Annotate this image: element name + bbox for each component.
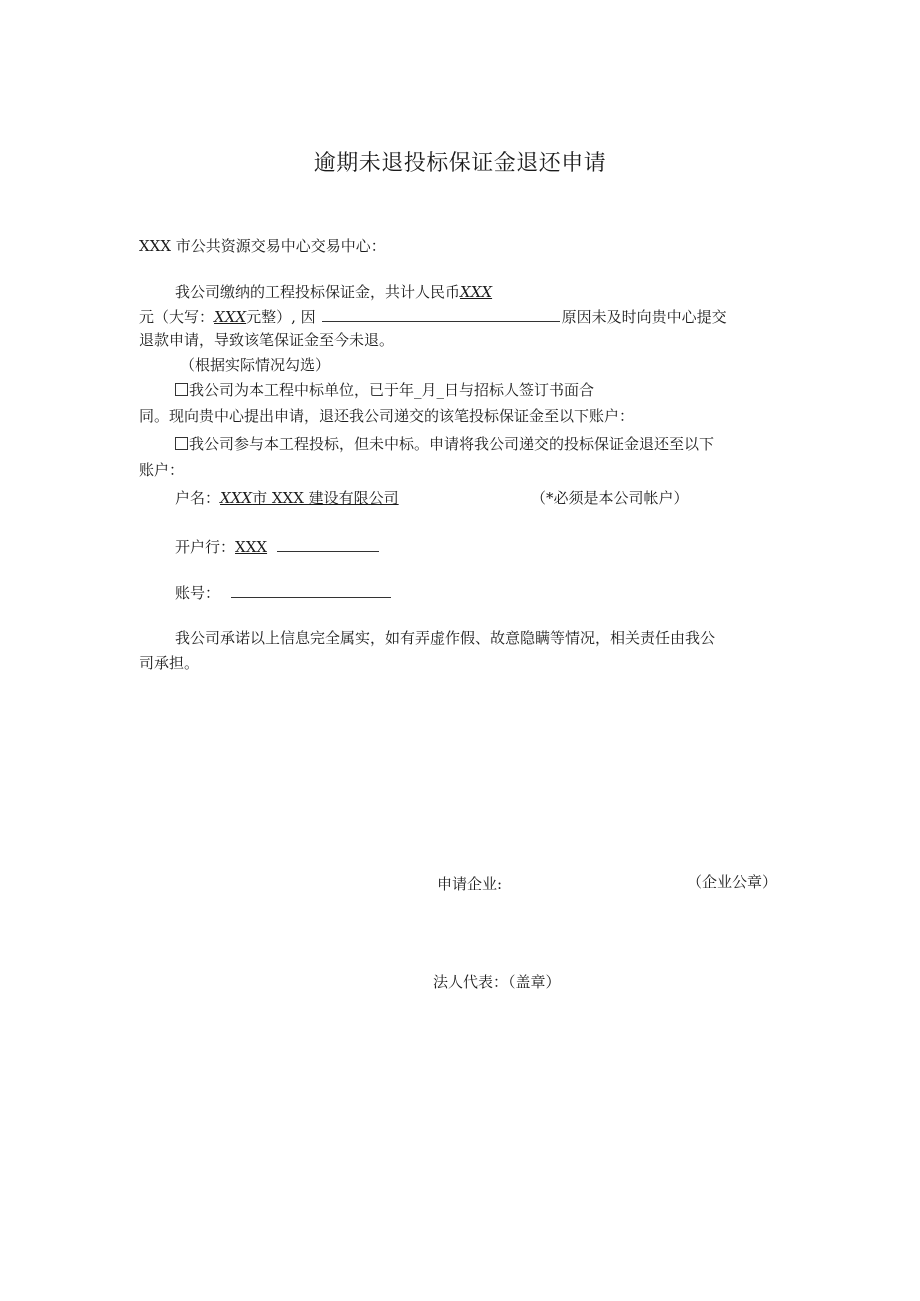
para1-line2 — [139, 306, 727, 327]
account-no-blank[interactable] — [231, 582, 391, 598]
addressee: XXX 市公共资源交易中心交易中心： — [139, 237, 386, 255]
deposit-amount: XXX — [460, 283, 493, 301]
option2-line2: 账户： — [139, 461, 185, 479]
legal-representative: 法人代表：（盖章） — [433, 973, 561, 991]
account-no-row — [175, 582, 391, 603]
document-title: 逾期未退投标保证金退还申请 — [313, 151, 607, 176]
para1-line3: 退款申请，导致该笔保证金至今未退。 — [139, 331, 395, 349]
amount-cn-value: XXX — [214, 308, 247, 326]
option1-line2: 同。现向贵中心提出申请，退还我公司递交的该笔投标保证金至以下账户： — [139, 407, 635, 425]
amount-cn-suffix: 元整）, 因 — [246, 308, 316, 326]
account-name-value-rest: 市 XXX 建设有限公司 — [252, 489, 399, 507]
promise-line2: 司承担。 — [139, 654, 200, 672]
option2-text: 我公司参与本工程投标，但未中标。申请将我公司递交的投标保证金退还至以下 — [189, 435, 715, 453]
para1-line1 — [175, 282, 492, 302]
option1-checkbox[interactable] — [175, 383, 188, 396]
para1-text: 我公司缴纳的工程投标保证金，共计人民币 — [175, 283, 461, 301]
bank-blank[interactable] — [277, 536, 379, 552]
option2-line1 — [175, 434, 714, 454]
account-name-row — [175, 488, 399, 508]
amount-cn-prefix: 元（大写： — [139, 308, 215, 326]
reason-suffix: 原因未及时向贵中心提交 — [561, 308, 727, 326]
option1-line1 — [175, 380, 594, 400]
bank-label: 开户行： — [175, 538, 236, 556]
account-no-label: 账号： — [175, 584, 221, 602]
account-name-note: （*必须是本公司帐户） — [531, 489, 689, 507]
selection-note: （根据实际情况勾选） — [180, 356, 331, 374]
reason-blank[interactable] — [322, 306, 560, 322]
promise-line1: 我公司承诺以上信息完全属实，如有弄虚作假、故意隐瞒等情况，相关责任由我公 — [175, 629, 716, 647]
option1-text: 我公司为本工程中标单位，已于年_月_日与招标人签订书面合 — [189, 381, 595, 399]
bank-value[interactable]: XXX — [235, 538, 268, 556]
option2-checkbox[interactable] — [175, 437, 188, 450]
account-name-label: 户名： — [175, 489, 221, 507]
bank-row — [175, 536, 379, 557]
applicant-company-label: 申请企业: — [437, 875, 503, 893]
account-name-value-italic: XXX — [220, 489, 253, 507]
company-seal: （企业公章） — [687, 873, 778, 891]
account-name-value[interactable] — [220, 489, 399, 507]
